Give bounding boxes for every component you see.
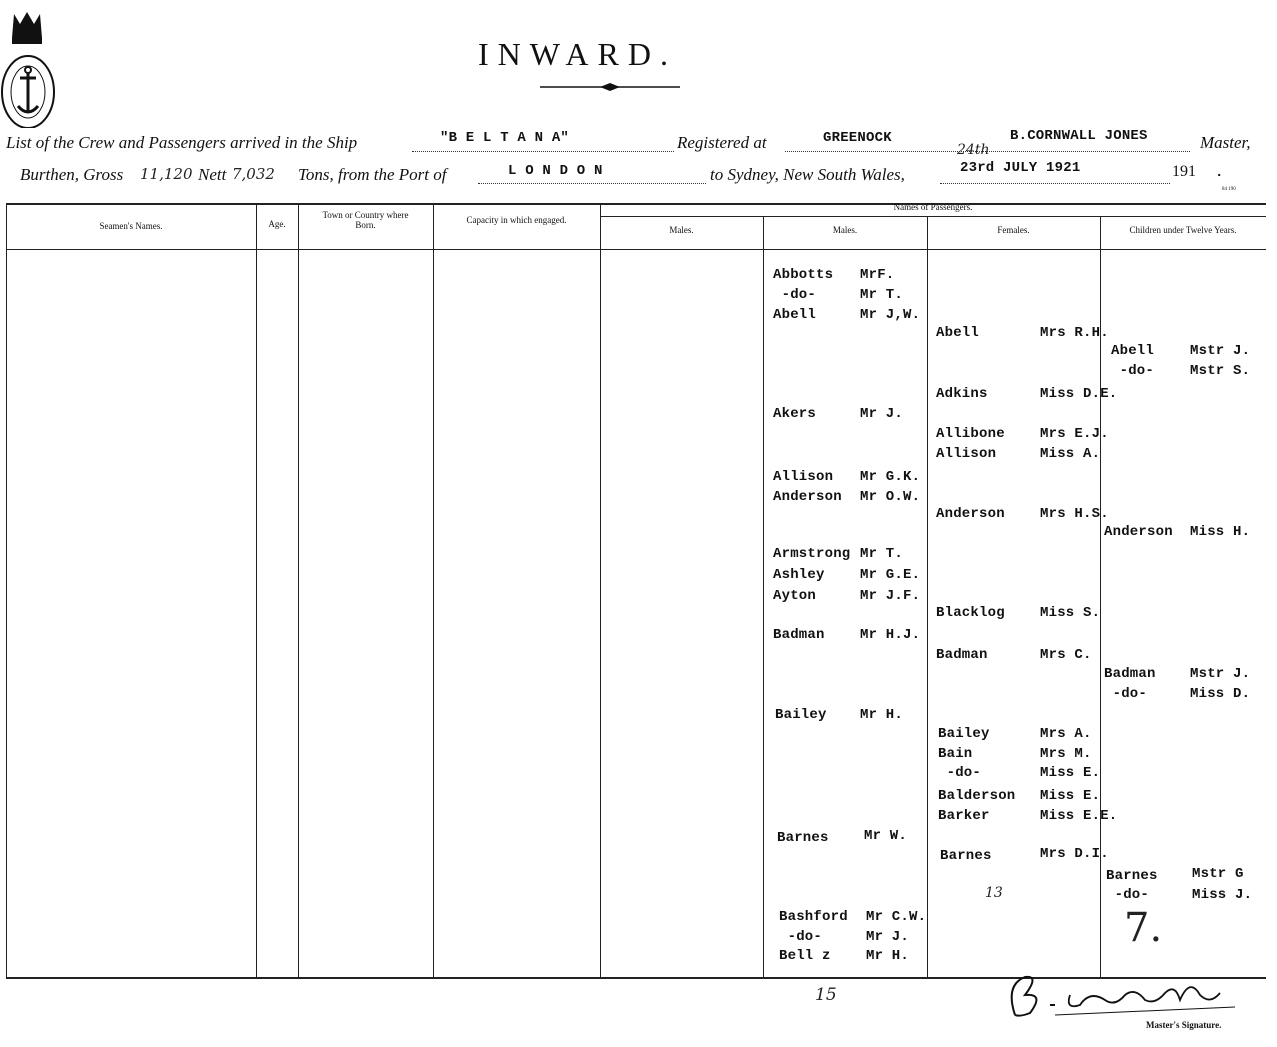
port-of-registry: GREENOCK — [823, 130, 892, 146]
list-item: Abell — [773, 307, 817, 323]
list-item: -do- — [1106, 887, 1150, 903]
title-ornament — [540, 78, 680, 86]
registered-label: Registered at — [677, 133, 767, 152]
list-item: Adkins — [936, 386, 988, 402]
ship-name: "B E L T A N A" — [440, 130, 570, 146]
burthen-label: Burthen, Gross — [20, 165, 124, 184]
list-item: -do- — [773, 287, 817, 303]
list-item-title: Mr J. — [860, 406, 904, 422]
document-title: INWARD. — [478, 36, 677, 72]
list-item: Badman — [936, 647, 988, 663]
list-item-title: Mr H.J. — [860, 627, 921, 643]
year-suffix: . — [1215, 165, 1224, 181]
list-item-title: Mr J,W. — [860, 307, 921, 323]
list-item: Allison — [936, 446, 997, 462]
list-item-title: Miss E. — [1040, 765, 1101, 781]
list-item-title: Miss S. — [1040, 605, 1101, 621]
list-item: Barnes — [940, 848, 992, 864]
port-from: L O N D O N — [508, 163, 603, 179]
list-item: Anderson — [773, 489, 842, 505]
list-item: Allibone — [936, 426, 1005, 442]
list-item: Balderson — [938, 788, 1016, 804]
list-item: Ashley — [773, 567, 825, 583]
list-item: Barnes — [777, 830, 829, 846]
form-number: 84 190 — [1222, 187, 1236, 192]
nett-label: Nett — [198, 165, 227, 184]
date-handwritten: 24th — [957, 142, 990, 158]
list-item-title: Mr H. — [866, 948, 910, 964]
list-item: Akers — [773, 406, 817, 422]
header-males-2: Males. — [832, 225, 858, 235]
list-item-title: Miss D.E. — [1040, 386, 1118, 402]
header-names-of-passengers: Names of Passengers. — [893, 202, 973, 212]
list-item-title: Mr T. — [860, 546, 904, 562]
tally-females: 13 — [985, 885, 1003, 901]
list-item-title: Miss E. — [1040, 788, 1101, 804]
header-children: Children under Twelve Years. — [1129, 225, 1237, 235]
list-item: -do- — [938, 765, 982, 781]
list-item: Abell — [936, 325, 980, 341]
header-age: Age. — [268, 219, 286, 229]
list-item-title: MrF. — [860, 267, 895, 283]
list-item: Allison — [773, 469, 834, 485]
list-item: Abbotts — [773, 267, 834, 283]
list-item: Abell — [1111, 343, 1155, 359]
header-males-1: Males. — [669, 225, 694, 235]
list-item-title: Mrs D.I. — [1040, 846, 1109, 862]
master-name: B.CORNWALL JONES — [1010, 128, 1148, 144]
list-item: Ayton — [773, 588, 817, 604]
list-item-title: Mrs M. — [1040, 746, 1092, 762]
master-signature — [995, 965, 1245, 1025]
list-item: Bashford — [779, 909, 848, 925]
list-item-title: Mrs C. — [1040, 647, 1092, 663]
header-females: Females. — [997, 225, 1030, 235]
list-item: Badman — [1104, 666, 1156, 682]
list-item-title: Mr G.E. — [860, 567, 921, 583]
list-item: -do- — [1104, 686, 1148, 702]
list-item-title: Miss J. — [1192, 887, 1253, 903]
list-item-title: Mr T. — [860, 287, 904, 303]
list-item: Bailey — [938, 726, 990, 742]
list-item: Armstrong — [773, 546, 851, 562]
list-item: Barker — [938, 808, 990, 824]
list-item: -do- — [1111, 363, 1155, 379]
list-item: Anderson — [1104, 524, 1173, 540]
tons-port-label: Tons, from the Port of — [298, 165, 447, 184]
year-printed: 191 — [1172, 163, 1196, 180]
list-item-title: Mr J. — [866, 929, 910, 945]
customs-seal-icon — [0, 8, 58, 128]
list-item-title: Mrs E.J. — [1040, 426, 1109, 442]
list-item-title: Mr O.W. — [860, 489, 921, 505]
list-item: Anderson — [936, 506, 1005, 522]
list-item-title: Mrs H.S. — [1040, 506, 1109, 522]
list-item: Barnes — [1106, 868, 1158, 884]
crew-list-prefix: List of the Crew and Passengers arrived in the Ship — [6, 133, 358, 152]
list-item-title: Mr H. — [860, 707, 904, 723]
list-item-title: Miss H. — [1190, 524, 1251, 540]
list-item-title: Mr G.K. — [860, 469, 921, 485]
list-item: Badman — [773, 627, 825, 643]
header-town-country: Town or Country where Born. — [322, 210, 409, 230]
list-item: Bell z — [779, 948, 831, 964]
list-item-title: Mrs A. — [1040, 726, 1092, 742]
list-item-title: Miss A. — [1040, 446, 1101, 462]
header-capacity: Capacity in which engaged. — [466, 215, 567, 225]
list-item-title: Mr C.W. — [866, 909, 927, 925]
list-item-title: Mr J.F. — [860, 588, 921, 604]
list-item-title: Mstr S. — [1190, 363, 1251, 379]
list-item-title: Mstr J. — [1190, 343, 1251, 359]
list-item-title: Mstr G — [1192, 866, 1244, 882]
destination-label: to Sydney, New South Wales, — [710, 165, 905, 184]
master-label: Master, — [1200, 133, 1251, 152]
list-item-title: Miss D. — [1190, 686, 1251, 702]
list-item: Bailey — [775, 707, 827, 723]
tally-children: 7. — [1124, 905, 1163, 951]
header-seamen-names: Seamen's Names. — [99, 221, 163, 231]
list-item: -do- — [779, 929, 823, 945]
list-item-title: Mrs R.H. — [1040, 325, 1109, 341]
tally-males: 15 — [815, 985, 837, 1005]
list-item: Blacklog — [936, 605, 1005, 621]
gross-tonnage: 11,120 — [140, 165, 193, 183]
list-item-title: Mr W. — [864, 828, 908, 844]
list-item-title: Mstr J. — [1190, 666, 1251, 682]
arrival-date: 23rd JULY 1921 — [960, 160, 1081, 176]
nett-tonnage: 7,032 — [232, 165, 275, 183]
list-item: Bain — [938, 746, 973, 762]
signature-caption: Master's Signature. — [1146, 1020, 1222, 1030]
list-item-title: Miss E.E. — [1040, 808, 1118, 824]
